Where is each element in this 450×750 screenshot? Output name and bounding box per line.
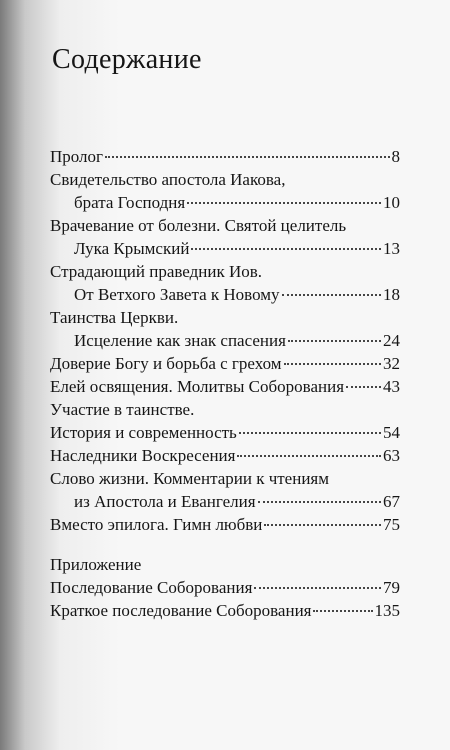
toc-entry-title: Врачевание от болезни. Святой целитель	[50, 216, 347, 235]
toc-entry-title: Таинства Церкви.	[50, 308, 179, 327]
toc-entry-title: брата Господня	[74, 193, 186, 212]
toc-entry-page: 79	[383, 578, 400, 597]
toc-leader-dots	[187, 202, 381, 204]
toc-entry-title: Краткое последование Соборования	[50, 601, 312, 620]
toc-entry-title: Наследники Воскресения	[50, 446, 236, 465]
toc-entry-title: Страдающий праведник Иов.	[50, 262, 263, 281]
toc-entry	[50, 168, 400, 191]
toc-entry	[50, 444, 400, 467]
toc-entry	[50, 214, 400, 237]
toc-entry-title: Приложение	[50, 555, 142, 574]
toc-entry-title: Слово жизни. Комментарии к чтениям	[50, 469, 329, 488]
table-of-contents	[50, 145, 400, 622]
toc-entry-title: Елей освящения. Молитвы Соборования	[50, 377, 345, 396]
toc-leader-dots	[237, 455, 381, 457]
toc-entry-page: 13	[383, 239, 400, 258]
toc-leader-dots	[239, 432, 381, 434]
toc-entry	[50, 375, 400, 398]
toc-entry-title: Вместо эпилога. Гимн любви	[50, 515, 263, 534]
toc-entry	[50, 145, 400, 168]
toc-entry-page: 75	[383, 515, 400, 534]
toc-leader-dots	[191, 248, 381, 250]
toc-leader-dots	[258, 501, 381, 503]
toc-entry-page: 32	[383, 354, 400, 373]
toc-entry	[50, 237, 400, 260]
toc-entry-title: из Апостола и Евангелия	[74, 492, 256, 511]
toc-entry	[50, 576, 400, 599]
toc-entry-page: 54	[383, 423, 400, 442]
toc-entry	[50, 191, 400, 214]
toc-entry-page: 43	[383, 377, 400, 396]
toc-leader-dots	[105, 156, 389, 158]
toc-leader-dots	[288, 340, 381, 342]
toc-entry-page: 67	[383, 492, 400, 511]
toc-entry-page: 8	[391, 147, 400, 166]
toc-leader-dots	[282, 294, 381, 296]
toc-entry-title: Участие в таинстве.	[50, 400, 195, 419]
toc-entry	[50, 329, 400, 352]
toc-entry	[50, 260, 400, 283]
toc-entry-title: Свидетельство апостола Иакова,	[50, 170, 286, 189]
toc-entry-page: 10	[383, 193, 400, 212]
toc-leader-dots	[313, 610, 372, 612]
toc-entry	[50, 283, 400, 306]
toc-entry	[50, 306, 400, 329]
toc-entry-title: Последование Соборования	[50, 578, 253, 597]
toc-leader-dots	[284, 363, 381, 365]
toc-entry-page: 24	[383, 331, 400, 350]
toc-entry	[50, 398, 400, 421]
toc-entry-page: 63	[383, 446, 400, 465]
toc-entry	[50, 467, 400, 490]
toc-entry-title: Пролог	[50, 147, 104, 166]
toc-entry-title: От Ветхого Завета к Новому	[74, 285, 280, 304]
toc-entry	[50, 421, 400, 444]
toc-entry-title: Доверие Богу и борьба с грехом	[50, 354, 282, 373]
page-title: Содержание	[52, 44, 202, 75]
toc-entry	[50, 513, 400, 536]
toc-entry	[50, 352, 400, 375]
toc-leader-dots	[346, 386, 381, 388]
toc-entry	[50, 490, 400, 513]
toc-entry	[50, 599, 400, 622]
toc-entry-title: Исцеление как знак спасения	[74, 331, 286, 350]
toc-entry-page: 18	[383, 285, 400, 304]
toc-leader-dots	[254, 587, 381, 589]
section-gap	[50, 536, 400, 553]
toc-entry-title: История и современность	[50, 423, 237, 442]
toc-entry-title: Лука Крымский	[74, 239, 190, 258]
toc-entry-page: 135	[374, 601, 400, 620]
toc-entry	[50, 553, 400, 576]
toc-leader-dots	[264, 524, 381, 526]
